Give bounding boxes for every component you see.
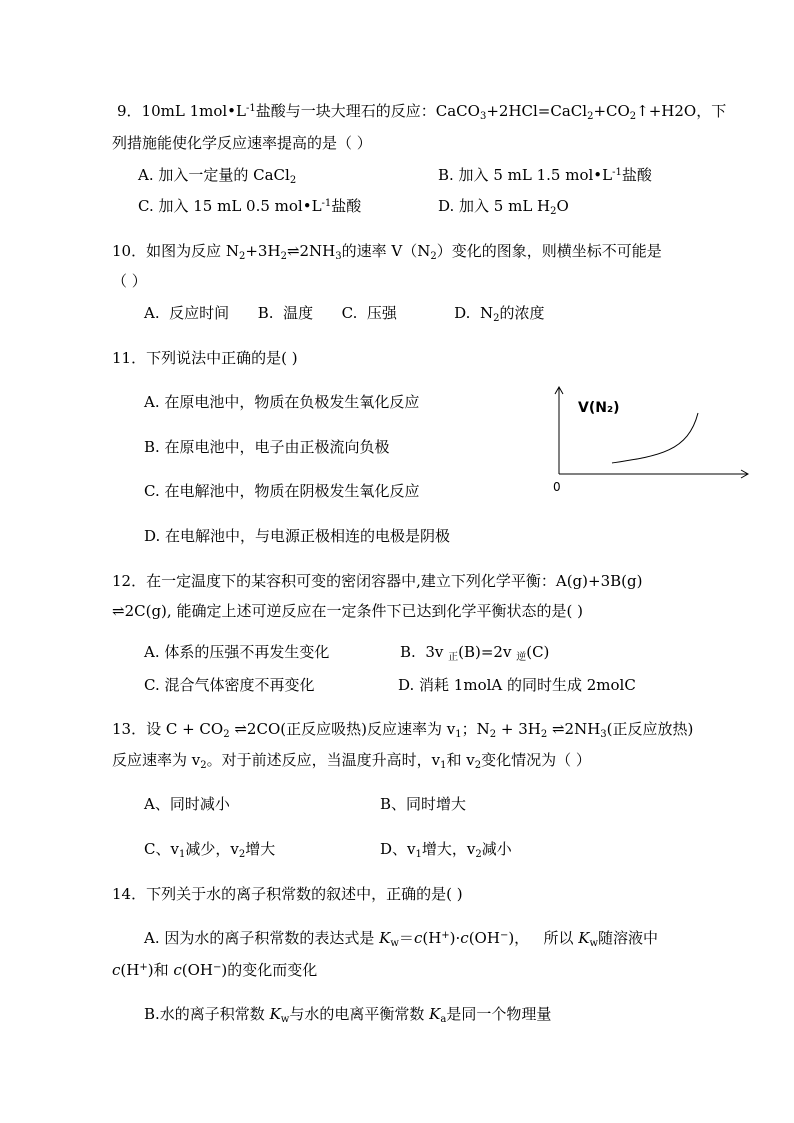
- q13-option-d: D、$v_1$增大，$v_2$减小: [380, 840, 512, 860]
- q13-option-a: A、同时减小: [144, 795, 230, 813]
- q12-option-a: A. 体系的压强不再发生变化: [144, 643, 330, 661]
- q13-line1: 13．设 $C + CO_2$ ⇌2CO(正反应吸热)反应速率为 $v_1$；$N_2 + 3H_2$ $\rightleftharpoons 2NH_3$(正反应放热): [112, 720, 694, 740]
- q14-option-a-line1: A. 因为水的离子积常数的表达式是 $K_w=c(H^+)\cdot c(OH^-)$， 所以 $K_w$随溶液中: [144, 929, 659, 949]
- q9-line2: 列措施能使化学反应速率提高的是（ ）: [112, 134, 372, 152]
- q13-option-b: B、同时增大: [380, 795, 467, 813]
- q12-option-c: C. 混合气体密度不再变化: [144, 676, 315, 694]
- q9-option-b: B. 加入 5 mL 1.5 $mol•L^{-1}$盐酸: [438, 166, 652, 184]
- q9-option-d: D. 加入 5 mL $H_2O$: [438, 197, 569, 217]
- q13-line2: 反应速率为 $v_2$。对于前述反应，当温度升高时，$v_1$和 $v_2$变化情况为（ ）: [112, 751, 591, 771]
- q11-option-d: D. 在电解池中，与电源正极相连的电极是阴极: [144, 527, 451, 545]
- q11-line1: 11．下列说法中正确的是( ): [112, 349, 298, 367]
- q9-line1: 9．10mL $1mol•L^{-1}$盐酸与一块大理石的反应：$CaCO_3+2HCl=CaCl_2+CO_2↑+H2O$，下: [117, 102, 727, 122]
- q12-line2: ⇌2C(g), 能确定上述可逆反应在一定条件下已达到化学平衡状态的是( ): [112, 602, 583, 620]
- q10-line1: 10．如图为反应 $N_2+3H_2\rightleftharpoons 2NH_3$的速率 $V(N_2)$变化的图象，则横坐标不可能是: [112, 242, 662, 262]
- q10-options: A. 反应时间 B. 温度 C. 压强 D. $N_2$的浓度: [144, 304, 545, 324]
- rate-chart: [548, 380, 758, 495]
- rate-curve: [612, 413, 698, 463]
- q11-option-c: C. 在电解池中，物质在阴极发生氧化反应: [144, 482, 420, 500]
- origin-label: 0: [553, 480, 561, 494]
- q12-option-b: B. 3v $_正$(B)=2v $_逆$(C): [400, 643, 550, 663]
- q9-option-a: A. 加入一定量的 CaCl$_2$: [138, 166, 297, 186]
- q12-line1: 12．在一定温度下的某容积可变的密闭容器中,建立下列化学平衡：A(g)+3B(g): [112, 572, 643, 590]
- q14-option-b: B.水的离子积常数 $K_w$与水的电离平衡常数 $K_a$是同一个物理量: [144, 1005, 552, 1025]
- q14-line1: 14．下列关于水的离子积常数的叙述中，正确的是( ): [112, 885, 463, 903]
- q12-option-d: D. 消耗 1molA 的同时生成 2molC: [398, 676, 636, 694]
- q13-option-c: C、$v_1$减少，$v_2$增大: [144, 840, 276, 860]
- q11-option-b: B. 在原电池中，电子由正极流向负极: [144, 438, 390, 456]
- q9-option-c: C. 加入 15 mL 0.5 $mol•L^{-1}$盐酸: [138, 197, 362, 215]
- q14-option-a-line2: c(H+)和 c(OH−)的变化而变化: [112, 961, 318, 979]
- y-axis-label: V(N₂): [578, 400, 620, 416]
- q11-option-a: A. 在原电池中，物质在负极发生氧化反应: [144, 393, 420, 411]
- q10-line2: （ ）: [112, 272, 147, 290]
